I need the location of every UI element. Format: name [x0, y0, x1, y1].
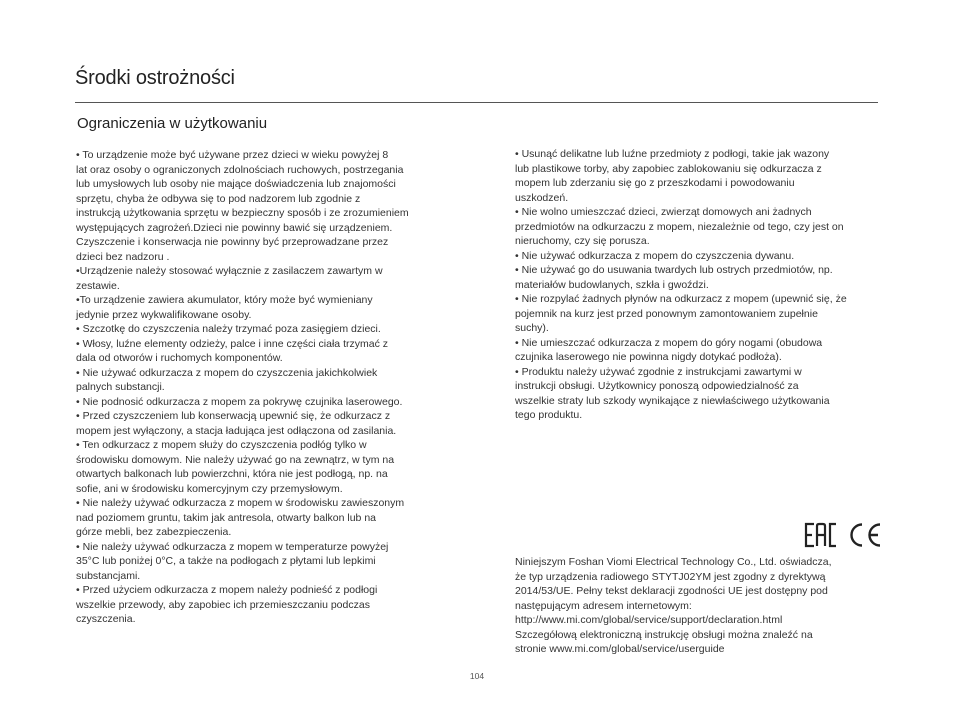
page-title: Środki ostrożności [75, 67, 235, 89]
precaution-item: • Włosy, luźne elementy odzieży, palce i inne części ciała trzymać z dala od otworów i ruchomych komponentów. [76, 337, 388, 364]
precaution-item: • Nie używać odkurzacza z mopem do czyszczenia dywanu. [515, 249, 795, 262]
precaution-item: • Nie używać odkurzacza z mopem do czyszczenia jakichkolwiek palnych substancji. [76, 366, 378, 393]
ce-mark-icon [852, 525, 881, 546]
right-column [515, 147, 882, 423]
title-divider [75, 102, 878, 103]
precaution-item: • Ten odkurzacz z mopem służy do czyszczenia podłóg tylko w środowisku domowym. Nie należy używać go na zewnątrz, w tym na otwartych balkonach lub powierzchni, która nie jest podłogą, np. na sofie, ani w środowisku komercyjnym czy przemysłowym. [76, 439, 395, 495]
precaution-item: • Nie należy używać odkurzacza z mopem w środowisku zawieszonym nad poziomem gruntu, takim jak antresola, otwarty balkon lub na górze mebli, bez zabezpieczenia. [76, 497, 405, 538]
certification-marks [804, 520, 882, 550]
precaution-item: • Nie używać go do usuwania twardych lub ostrych przedmiotów, np. materiałów budowlanych, szkła i gwoździ. [515, 264, 833, 291]
precaution-item: • Nie podnosić odkurzacza z mopem za pokrywę czujnika laserowego. [76, 395, 403, 408]
precaution-item: •To urządzenie zawiera akumulator, który może być wymieniany jedynie przez wykwalifikowane osoby. [76, 294, 373, 321]
precaution-item: • Nie wolno umieszczać dzieci, zwierząt domowych ani żadnych przedmiotów na odkurzaczu z mopem, niezależnie od tego, czy jest on nieruchomy, czy się porusza. [515, 206, 844, 247]
precaution-item: • Nie rozpylać żadnych płynów na odkurzacz z mopem (upewnić się, że pojemnik na kurz jest przed ponownym zamontowaniem zupełnie suchy). [515, 293, 847, 334]
certification-logos [804, 520, 882, 550]
precaution-item: • Przed czyszczeniem lub konserwacją upewnić się, że odkurzacz z mopem jest wyłączony, a stacja ładująca jest odłączona od zasilania. [76, 410, 397, 437]
eac-mark-icon [806, 524, 836, 546]
left-column [76, 148, 442, 627]
precaution-item: • Szczotkę do czyszczenia należy trzymać poza zasięgiem dzieci. [76, 323, 381, 335]
section-heading: Ograniczenia w użytkowaniu [77, 115, 268, 132]
precaution-item: • Nie należy używać odkurzacza z mopem w temperaturze powyżej 35°C lub poniżej 0°C, a także na podłogach z płytami lub lepkimi substancjami. [76, 540, 389, 582]
precaution-item: • To urządzenie może być używane przez dzieci w wieku powyżej 8 lat oraz osoby o ograniczonych zdolnościach ruchowych, postrzegania lub umysłowych lub osoby nie mające doświadczenia lub znajomości sprzętu, chyba że odbywa się to pod nadzorem lub zgodnie z instrukcją użytkowania sprzętu w bezpieczny sposób i ze zrozumieniem występujących zagrożeń.Dzieci nie powinny bawić się urządzeniem. Czyszczenie i konserwacja nie powinny być przeprowadzane przez dzieci bez nadzoru . [76, 149, 409, 263]
precaution-item: • Produktu należy używać zgodnie z instrukcjami zawartymi w instrukcji obsługi. Użytkownicy ponoszą odpowiedzialność za wszelkie straty lub szkody wynikające z niewłaściwego użytkowania tego produktu. [515, 365, 830, 421]
precaution-item: • Nie umieszczać odkurzacza z mopem do góry nogami (obudowa czujnika laserowego nie powinna nigdy dotykać podłoża). [515, 336, 823, 363]
page-number: 104 [469, 671, 485, 681]
precaution-item: • Usunąć delikatne lub luźne przedmioty z podłogi, takie jak wazony lub plastikowe torby, aby zapobiec zablokowaniu się odkurzacza z mopem lub zderzaniu się go z przeszkodami i powodowaniu uszkodzeń. [515, 148, 830, 204]
precaution-item: • Przed użyciem odkurzacza z mopem należy podnieść z podłogi wszelkie przewody, aby zapobiec ich przemieszczaniu podczas czyszczenia. [76, 584, 378, 625]
declaration-of-conformity [515, 555, 885, 657]
precaution-item: •Urządzenie należy stosować wyłącznie z zasilaczem zawartym w zestawie. [76, 265, 383, 292]
declaration-text: Niniejszym Foshan Viomi Electrical Technology Co., Ltd. oświadcza, że typ urządzenia radiowego STYTJ02YM jest zgodny z dyrektywą 2014/53/UE. Pełny tekst deklaracji zgodności UE jest dostępny pod następującym adresem internetowym: http://www.mi.com/global/service/support/declaration.html Szczegółową elektroniczną instrukcję obsługi można znaleźć na stronie www.mi.com/global/service/userguide [515, 556, 832, 655]
